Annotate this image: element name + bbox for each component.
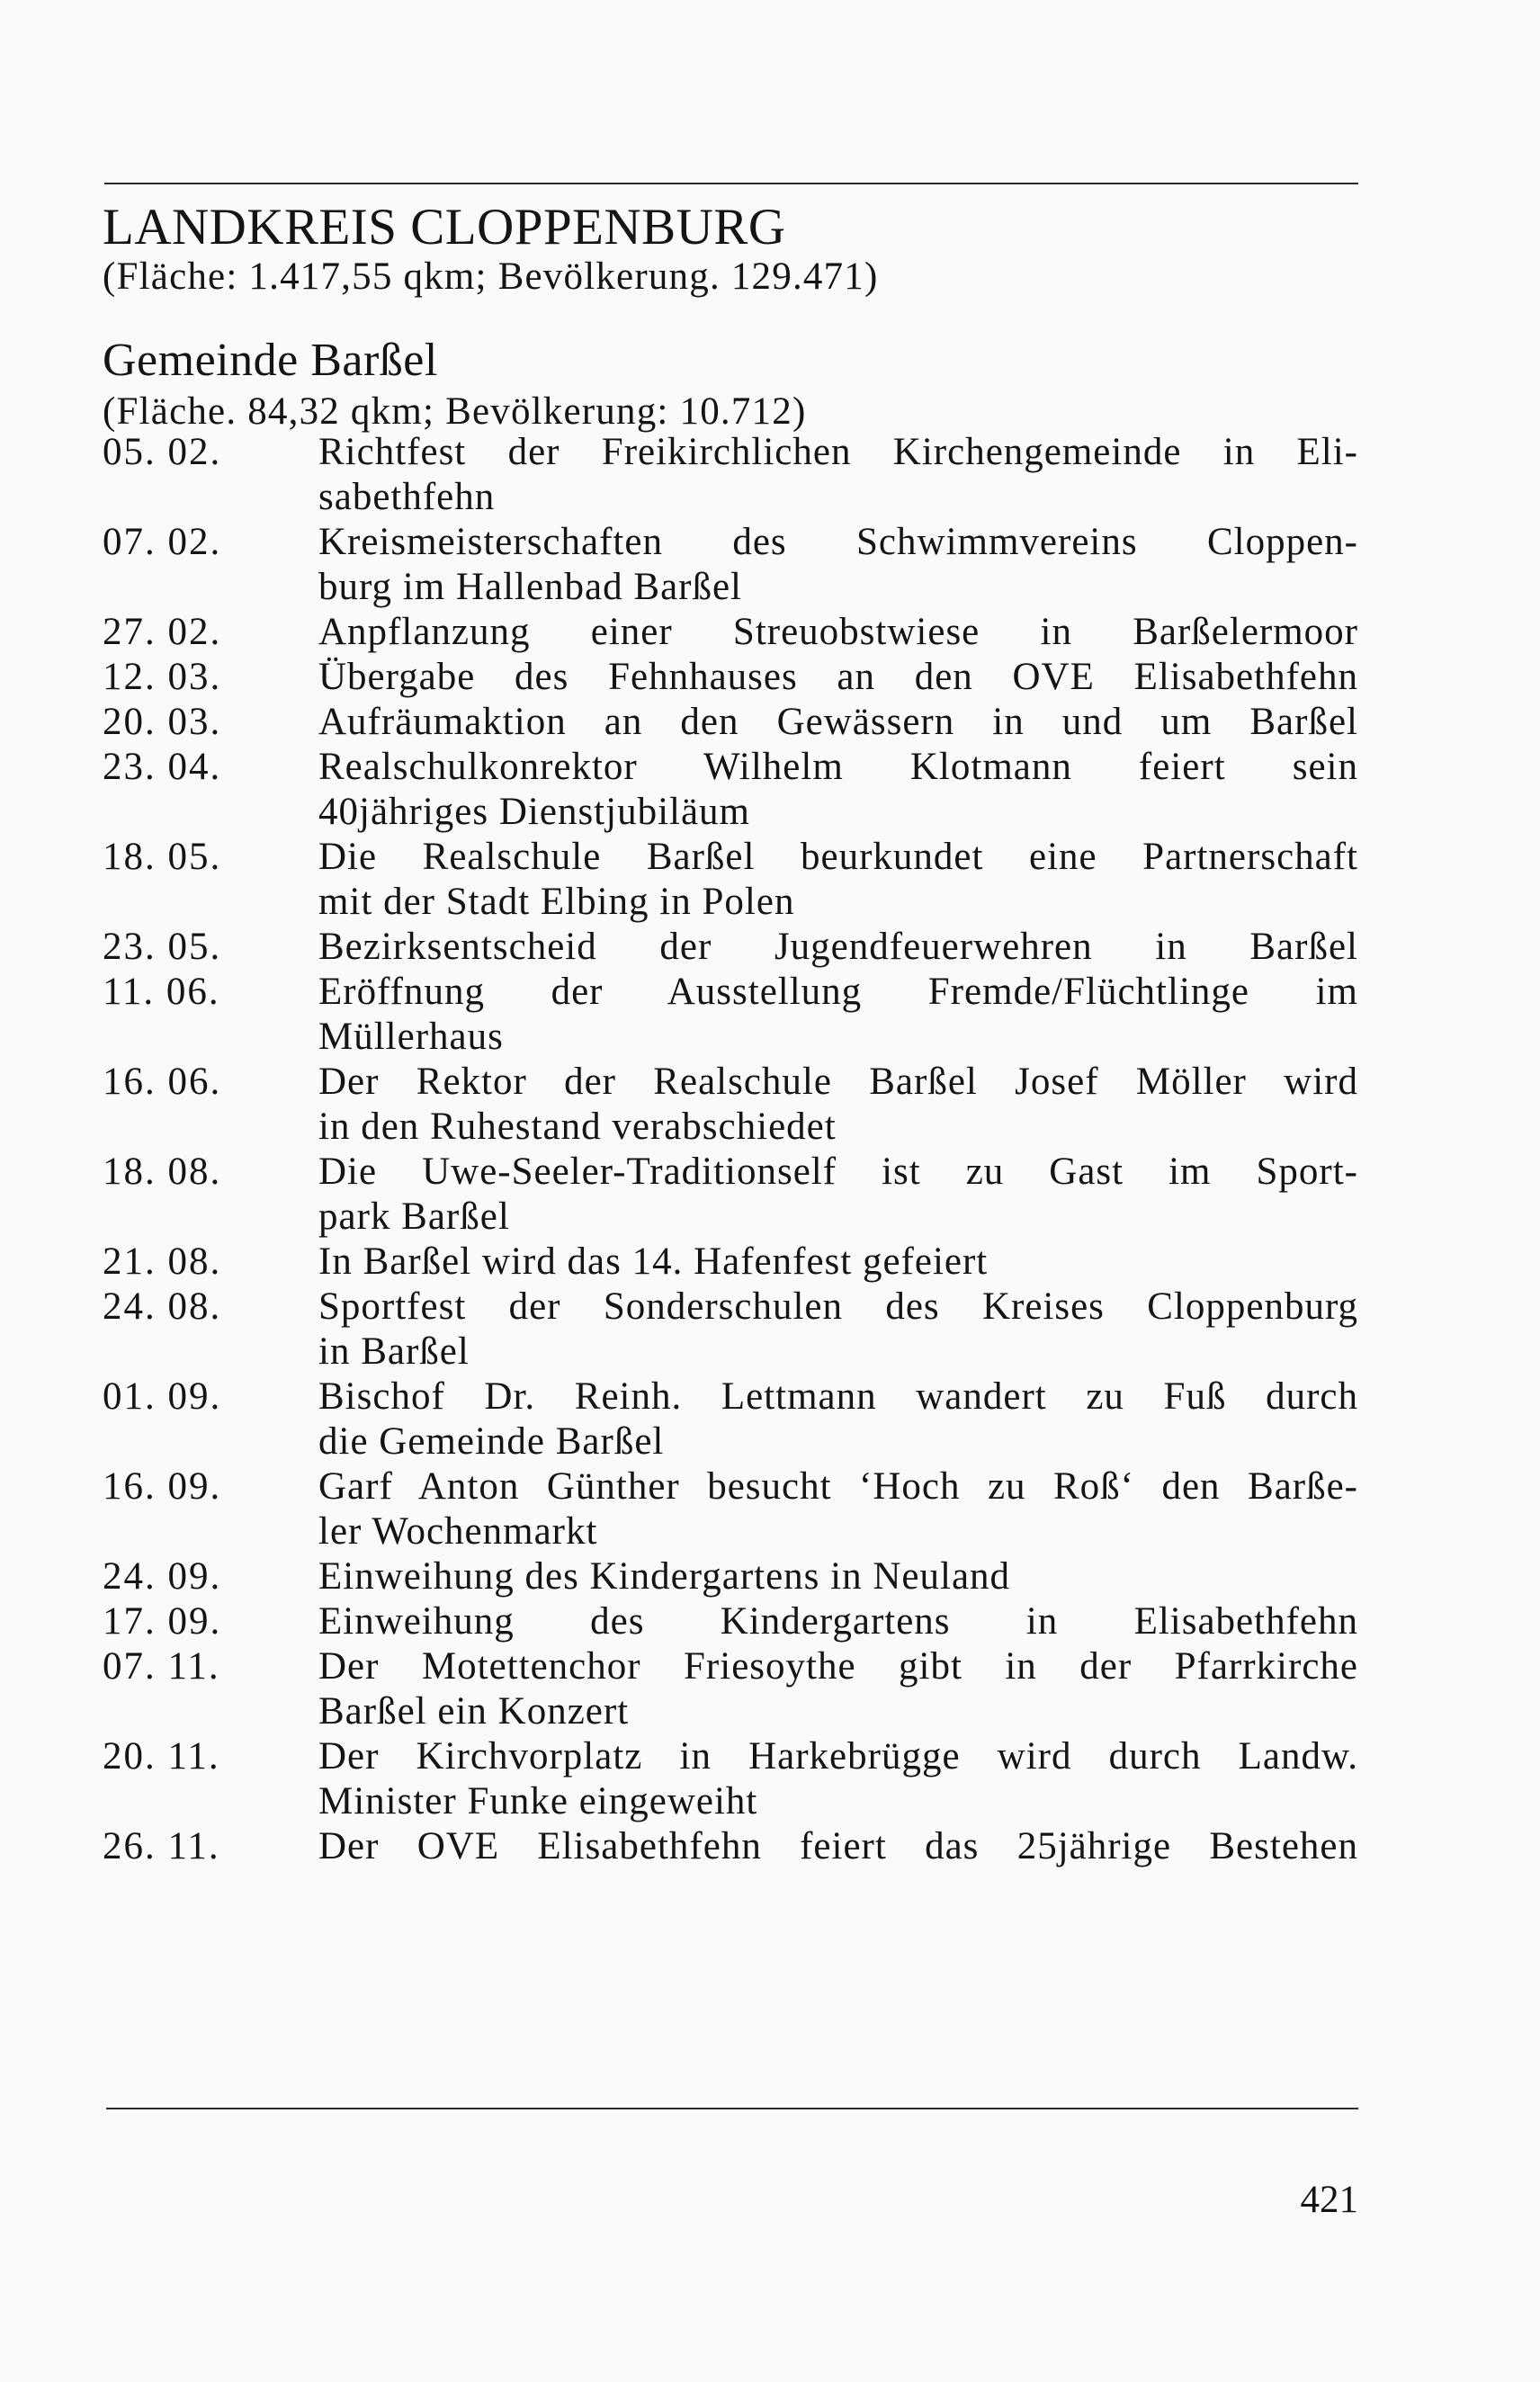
event-date: 11. 06. <box>103 971 220 1013</box>
event-text-line: in Barßel <box>318 1330 470 1373</box>
event-text-line: Aufräumaktion an den Gewässern in und um Barßel <box>318 701 1358 743</box>
event-entry <box>103 1150 1358 1240</box>
gemeinde-stats: (Fläche. 84,32 qkm; Bevölkerung: 10.712) <box>103 390 807 433</box>
event-text-line: Einweihung des Kindergartens in Neuland <box>318 1555 1011 1598</box>
event-entry <box>103 1599 1358 1644</box>
event-list <box>103 430 1358 1869</box>
event-description <box>318 1464 1358 1554</box>
event-description <box>318 1554 1358 1599</box>
event-text-line: die Gemeinde Barßel <box>318 1420 665 1463</box>
event-date: 16. 09. <box>103 1465 222 1508</box>
event-description <box>318 1824 1358 1869</box>
event-text-line: park Barßel <box>318 1195 510 1238</box>
event-entry <box>103 1060 1358 1150</box>
event-description <box>318 1285 1358 1375</box>
event-entry <box>103 1285 1358 1375</box>
event-entry <box>103 1644 1358 1734</box>
event-text-line: Der Rektor der Realschule Barßel Josef Möller wird <box>318 1061 1358 1103</box>
event-date: 18. 08. <box>103 1151 222 1193</box>
event-text-line: Die Uwe-Seeler-Traditionself ist zu Gast im Sport- <box>318 1151 1358 1193</box>
event-text-line: Übergabe des Fehnhauses an den OVE Elisabethfehn <box>318 656 1358 698</box>
event-date: 17. 09. <box>103 1600 222 1643</box>
event-description <box>318 700 1358 745</box>
event-text-line: Der Kirchvorplatz in Harkebrügge wird durch Landw. <box>318 1735 1358 1778</box>
event-date: 24. 08. <box>103 1285 222 1328</box>
event-entry <box>103 700 1358 745</box>
event-text-line: Kreismeisterschaften des Schwimmvereins Cloppen- <box>318 521 1358 563</box>
event-text-line: In Barßel wird das 14. Hafenfest gefeiert <box>318 1240 989 1283</box>
event-entry <box>103 1240 1358 1285</box>
event-entry <box>103 1734 1358 1824</box>
event-description <box>318 1644 1358 1734</box>
event-text-line: Minister Funke eingeweiht <box>318 1780 758 1822</box>
event-text-line: burg im Hallenbad Barßel <box>318 566 743 608</box>
event-description <box>318 1150 1358 1240</box>
event-entry <box>103 610 1358 655</box>
event-description <box>318 1734 1358 1824</box>
event-text-line: Anpflanzung einer Streuobstwiese in Barßelermoor <box>318 611 1358 653</box>
event-text-line: Garf Anton Günther besucht ‘Hoch zu Roß‘ den Barße- <box>318 1465 1358 1508</box>
top-rule <box>104 183 1358 184</box>
event-date: 20. 03. <box>103 701 222 743</box>
event-date: 16. 06. <box>103 1061 222 1103</box>
district-title: LANDKREIS CLOPPENBURG <box>103 199 786 255</box>
event-description <box>318 655 1358 700</box>
event-description <box>318 610 1358 655</box>
event-text-line: mit der Stadt Elbing in Polen <box>318 881 795 923</box>
event-date: 21. 08. <box>103 1240 222 1283</box>
event-entry <box>103 1824 1358 1869</box>
event-entry <box>103 1375 1358 1464</box>
event-date: 01. 09. <box>103 1375 222 1418</box>
event-entry <box>103 430 1358 520</box>
event-text-line: Der OVE Elisabethfehn feiert das 25jährige Bestehen <box>318 1825 1358 1867</box>
event-entry <box>103 970 1358 1060</box>
event-text-line: Sportfest der Sonderschulen des Kreises Cloppenburg <box>318 1285 1358 1328</box>
event-entry <box>103 655 1358 700</box>
event-date: 05. 02. <box>103 431 222 473</box>
bottom-rule <box>106 2108 1358 2109</box>
event-date: 18. 05. <box>103 836 222 878</box>
event-text-line: Müllerhaus <box>318 1016 504 1058</box>
event-entry <box>103 520 1358 610</box>
event-text-line: ler Wochenmarkt <box>318 1510 598 1553</box>
event-description <box>318 835 1358 925</box>
event-entry <box>103 1464 1358 1554</box>
event-text-line: Bischof Dr. Reinh. Lettmann wandert zu Fuß durch <box>318 1375 1358 1418</box>
event-date: 23. 05. <box>103 926 222 968</box>
event-entry <box>103 925 1358 970</box>
event-description <box>318 1060 1358 1150</box>
event-date: 20. 11. <box>103 1735 220 1778</box>
event-date: 07. 11. <box>103 1645 220 1688</box>
event-text-line: Einweihung des Kindergartens in Elisabethfehn <box>318 1600 1358 1643</box>
event-entry <box>103 1554 1358 1599</box>
event-entry <box>103 835 1358 925</box>
event-date: 12. 03. <box>103 656 222 698</box>
event-text-line: Eröffnung der Ausstellung Fremde/Flüchtlinge im <box>318 971 1358 1013</box>
event-description <box>318 1375 1358 1464</box>
district-stats: (Fläche: 1.417,55 qkm; Bevölkerung. 129.471) <box>103 255 879 298</box>
event-text-line: Der Motettenchor Friesoythe gibt in der Pfarrkirche <box>318 1645 1358 1688</box>
event-text-line: Die Realschule Barßel beurkundet eine Partnerschaft <box>318 836 1358 878</box>
event-text-line: 40jähriges Dienstjubiläum <box>318 791 751 833</box>
event-date: 24. 09. <box>103 1555 222 1598</box>
event-text-line: Barßel ein Konzert <box>318 1690 630 1733</box>
event-description <box>318 430 1358 520</box>
event-description <box>318 520 1358 610</box>
event-text-line: Realschulkonrektor Wilhelm Klotmann feiert sein <box>318 746 1358 788</box>
event-date: 27. 02. <box>103 611 222 653</box>
event-text-line: Bezirksentscheid der Jugendfeuerwehren in Barßel <box>318 926 1358 968</box>
event-date: 26. 11. <box>103 1825 220 1867</box>
event-date: 07. 02. <box>103 521 222 563</box>
event-text-line: in den Ruhestand verabschiedet <box>318 1106 837 1148</box>
page-number: 421 <box>1300 2179 1358 2221</box>
event-text-line: Richtfest der Freikirchlichen Kirchengemeinde in Eli- <box>318 431 1358 473</box>
event-description <box>318 970 1358 1060</box>
gemeinde-title: Gemeinde Barßel <box>103 335 438 386</box>
event-description <box>318 1599 1358 1644</box>
event-date: 23. 04. <box>103 746 222 788</box>
event-description <box>318 925 1358 970</box>
event-description <box>318 745 1358 835</box>
event-description <box>318 1240 1358 1285</box>
event-text-line: sabethfehn <box>318 476 496 518</box>
event-entry <box>103 745 1358 835</box>
